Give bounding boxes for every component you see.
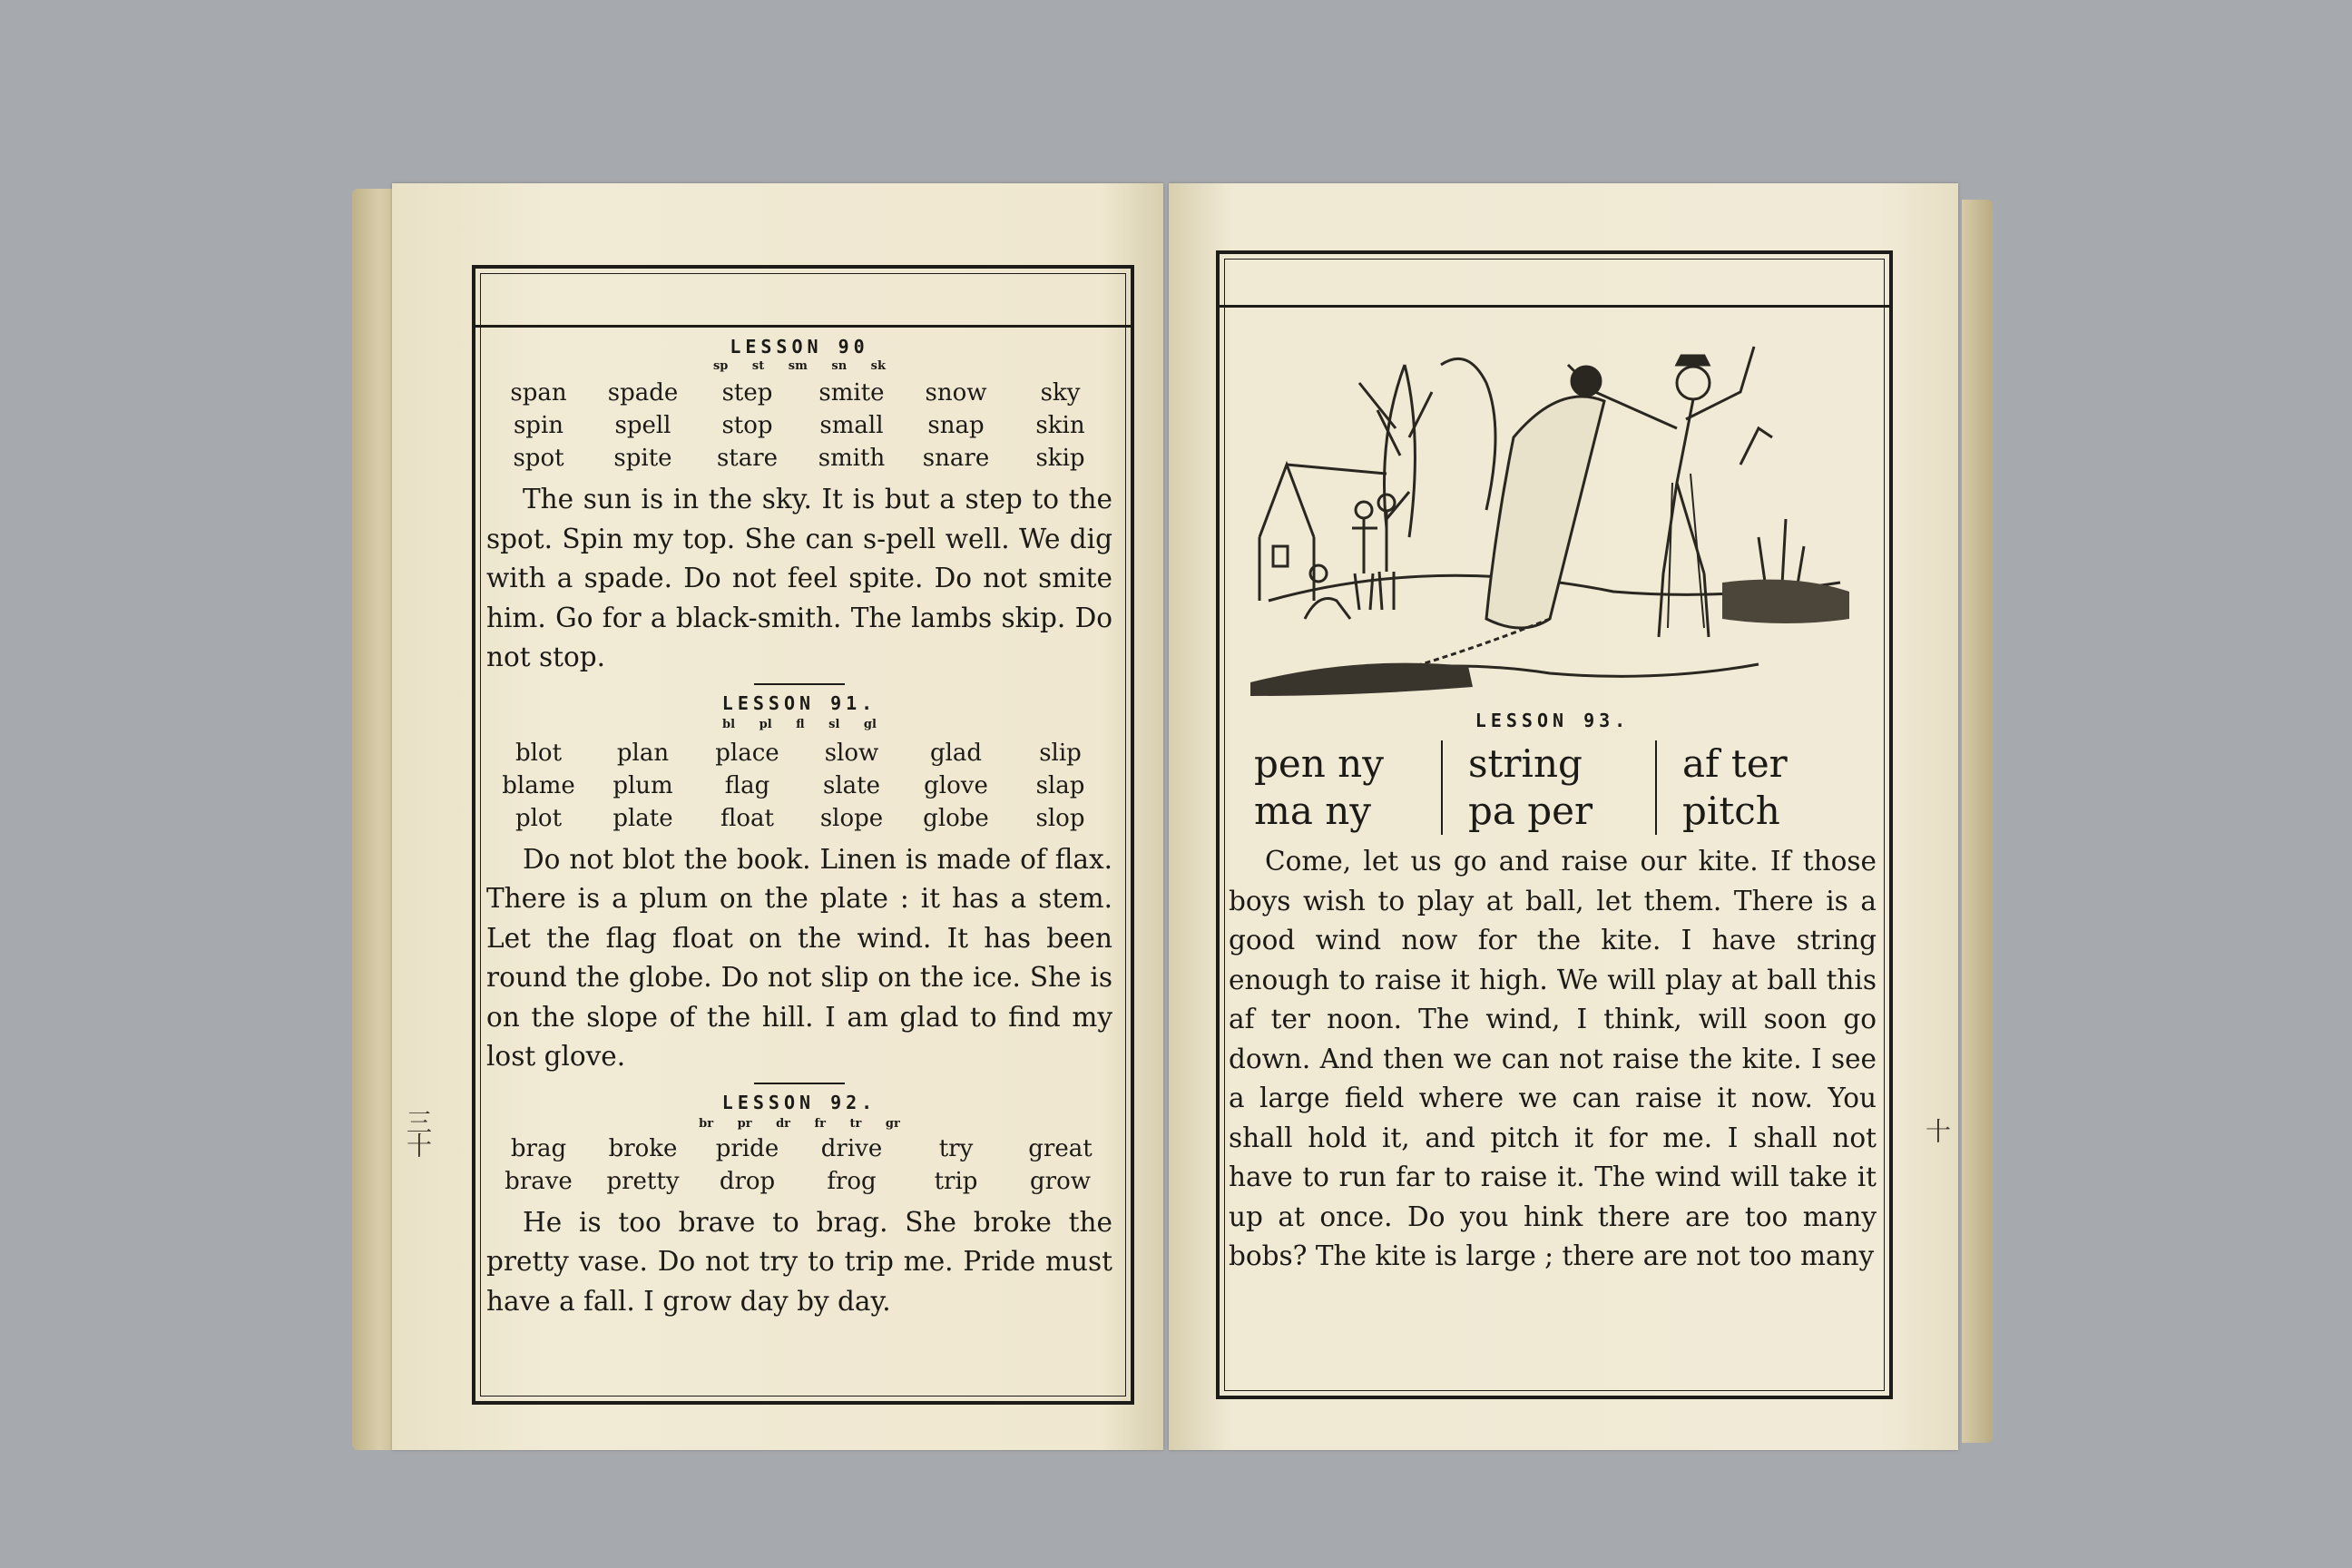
word: spade <box>607 379 679 407</box>
word: place <box>715 739 779 767</box>
word: span <box>510 379 567 407</box>
lesson-text <box>486 480 1112 678</box>
header-rule <box>1220 305 1889 308</box>
lesson-text <box>486 1203 1112 1322</box>
word: plate <box>612 804 673 832</box>
word: smith <box>818 445 886 472</box>
word-column <box>1229 740 1441 835</box>
word: af ter <box>1682 741 1788 786</box>
blend-letters: sp st sm sn sk <box>712 359 886 373</box>
word: glad <box>929 739 983 767</box>
word: slop <box>1035 804 1085 832</box>
word-column <box>1441 740 1655 835</box>
word: pride <box>715 1134 779 1162</box>
word: plan <box>616 739 670 767</box>
section-divider <box>754 1083 845 1084</box>
blend-letters: br pr dr fr tr gr <box>699 1116 900 1131</box>
word: broke <box>608 1134 678 1162</box>
word: ma ny <box>1254 789 1371 833</box>
left-page-content <box>486 336 1112 1321</box>
blend-letters: bl pl fl sl gl <box>722 717 877 731</box>
lesson-text <box>1229 842 1877 1277</box>
word: snap <box>927 412 985 439</box>
word: try <box>938 1134 974 1162</box>
paragraph: Come, let us go and raise our kite. If those boys wish to play at ball, let them. There is a good wind now for the kite. I have string enough to raise it high. We will play at ball this af ter noon. The wind, I think, will soon go down. And then we can not raise the kite. I see a large field where we can raise it now. You shall hold it, and pitch it for me. I shall not have to run far to raise it. The wind will take it up at once. Do you hink there are too many bobs? The kite is large ; there are not too many <box>1229 846 1877 1271</box>
page-number: 十 <box>1922 1118 1952 1142</box>
word: pen ny <box>1254 741 1384 786</box>
lesson-text <box>486 840 1112 1077</box>
word: frog <box>827 1167 877 1195</box>
word-columns <box>1229 740 1869 835</box>
spelling-words <box>486 1132 1112 1198</box>
left-page <box>392 183 1163 1450</box>
word: sky <box>1040 379 1081 407</box>
word: trip <box>934 1167 978 1195</box>
word: slow <box>824 739 879 767</box>
word: blame <box>502 771 575 799</box>
word: pa per <box>1468 789 1593 833</box>
word: flag <box>724 771 770 799</box>
word: spot <box>513 445 564 472</box>
word: spite <box>613 445 672 472</box>
paragraph: He is too brave to brag. She broke the pretty vase. Do not try to trip me. Pride must have a fall. I grow day by day. <box>486 1206 1112 1317</box>
page-number: 三十 <box>403 1109 433 1156</box>
word: snow <box>925 379 987 407</box>
word: plot <box>514 804 563 832</box>
word: brag <box>510 1134 567 1162</box>
word: drop <box>719 1167 776 1195</box>
word: slate <box>823 771 880 799</box>
word: spell <box>614 412 671 439</box>
word: plum <box>612 771 673 799</box>
word: slope <box>819 804 884 832</box>
word: pitch <box>1682 789 1780 833</box>
lesson-title: LESSON 92. <box>721 1091 877 1113</box>
word: pretty <box>606 1167 680 1195</box>
word: stop <box>721 412 773 439</box>
word: step <box>721 379 773 407</box>
word: glove <box>924 771 988 799</box>
spelling-words <box>486 377 1112 475</box>
lesson-title: LESSON 91. <box>721 691 877 714</box>
section-divider <box>754 683 845 685</box>
word: grow <box>1030 1167 1091 1195</box>
paragraph: Do not blot the book. Linen is made of flax. There is a plum on the plate : it has a stem. Let the flag float on the wind. It has been round the globe. Do not slip on the ice. She is on the slope of the hill. I am glad to find my lost glove. <box>486 843 1112 1072</box>
header-rule <box>475 325 1131 328</box>
word: slip <box>1039 739 1082 767</box>
word: snare <box>922 445 990 472</box>
book-edge-right <box>1962 200 1993 1443</box>
kite-illustration <box>1250 328 1858 701</box>
lesson-91 <box>486 692 1112 1077</box>
word: great <box>1028 1134 1093 1162</box>
word: drive <box>820 1134 883 1162</box>
lesson-90 <box>486 336 1112 678</box>
paragraph: The sun is in the sky. It is but a step to the spot. Spin my top. She can s-pell well. We dig with a spade. Do not feel spite. Do not smite him. Go for a black-smith. The lambs skip. Do not stop. <box>486 484 1112 672</box>
word: blot <box>514 739 563 767</box>
lesson-title: LESSON 90 <box>730 336 869 358</box>
word: stare <box>716 445 779 472</box>
word: skin <box>1035 412 1085 439</box>
word-column <box>1655 740 1869 835</box>
word: slap <box>1035 771 1085 799</box>
right-page <box>1169 183 1958 1450</box>
lesson-92 <box>486 1092 1112 1322</box>
word: skip <box>1035 445 1085 472</box>
word: globe <box>923 804 989 832</box>
word: spin <box>513 412 564 439</box>
word: string <box>1468 741 1583 786</box>
word: brave <box>505 1167 573 1195</box>
word: float <box>720 804 774 832</box>
lesson-title: LESSON 93. <box>1475 710 1631 731</box>
spelling-words <box>486 737 1112 835</box>
word: smite <box>818 379 885 407</box>
book-spine-edge-left <box>352 189 397 1450</box>
right-page-content <box>1229 710 1877 1277</box>
open-book <box>352 180 1993 1459</box>
word: small <box>819 412 884 439</box>
